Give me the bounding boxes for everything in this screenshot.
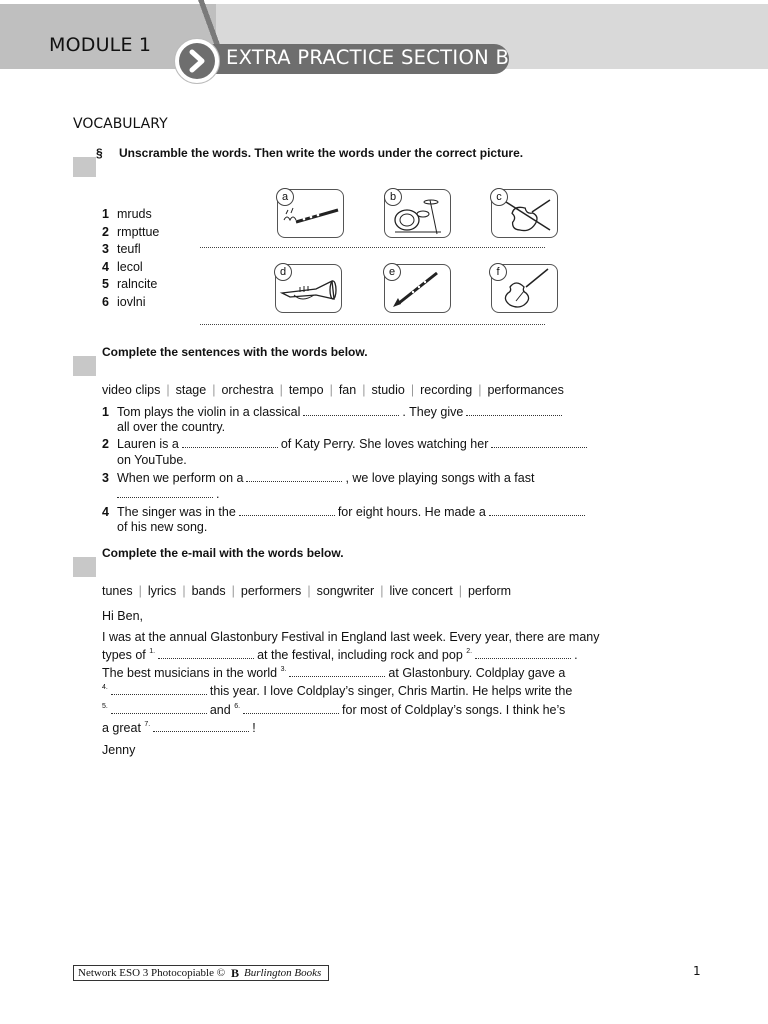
word-bank-item: video clips bbox=[102, 383, 161, 397]
exercise-1-bullet: § bbox=[96, 146, 103, 160]
email-line-3: The best musicians in the world $^{3.}$ at Glastonbury. Coldplay gave a bbox=[102, 666, 566, 680]
page-number: 1 bbox=[693, 964, 701, 978]
word-bank-item: performances bbox=[487, 383, 564, 397]
email-line-4: $^{4.}$ this year. I love Coldplay’s singer, Chris Martin. He helps write the bbox=[102, 684, 573, 698]
word-bank-item: bands bbox=[191, 584, 226, 598]
blank-input[interactable] bbox=[466, 406, 562, 416]
module-title: MODULE 1 bbox=[49, 34, 152, 56]
sentence-1: 1 Tom plays the violin in a classical . They give bbox=[102, 405, 565, 419]
email-line-2: types of $^{1.}$ at the festival, including rock and pop $^{2.}$ . bbox=[102, 648, 578, 662]
list-item: 4 lecol bbox=[102, 259, 143, 274]
footer-credit bbox=[73, 965, 329, 981]
sentence-2: 2 Lauren is a of Katy Perry. She loves watching her bbox=[102, 437, 590, 451]
scrambled-word-list bbox=[102, 206, 159, 311]
blank-input[interactable] bbox=[475, 649, 571, 659]
blank-input[interactable] bbox=[489, 506, 585, 516]
blank-input[interactable] bbox=[111, 685, 207, 695]
blank-input[interactable] bbox=[158, 649, 254, 659]
blank-input[interactable] bbox=[111, 704, 207, 714]
picture-label-e: e bbox=[383, 263, 401, 281]
picture-label-a: a bbox=[276, 188, 294, 206]
burlington-logo-icon: B bbox=[231, 966, 240, 980]
word-bank-item: live concert bbox=[389, 584, 453, 598]
picture-label-d: d bbox=[274, 263, 292, 281]
sentence-4: 4 The singer was in the for eight hours. He made a bbox=[102, 505, 588, 519]
vocabulary-heading: VOCABULARY bbox=[73, 116, 168, 132]
exercise-1-marker bbox=[73, 157, 96, 177]
word-bank-item: tunes bbox=[102, 584, 133, 598]
answer-line-1[interactable] bbox=[200, 247, 545, 248]
sentence-1-cont: all over the country. bbox=[117, 420, 226, 434]
word-bank-item: orchestra bbox=[221, 383, 274, 397]
exercise-2-word-bank: video clips | stage | orchestra | tempo | fan | studio | recording | performances bbox=[102, 383, 564, 397]
word-bank-item: stage bbox=[175, 383, 207, 397]
footer-publisher: Burlington Books bbox=[244, 967, 322, 979]
list-item: 3 teufl bbox=[102, 242, 141, 256]
picture-label-f: f bbox=[489, 263, 507, 281]
blank-input[interactable] bbox=[243, 704, 339, 714]
section-title: EXTRA PRACTICE SECTION B bbox=[226, 46, 510, 69]
list-item: 5 ralncite bbox=[102, 277, 158, 291]
exercise-3-instruction: Complete the e-mail with the words below. bbox=[102, 546, 344, 560]
exercise-1-instruction: Unscramble the words. Then write the words under the correct picture. bbox=[119, 146, 524, 160]
email-signoff: Jenny bbox=[102, 743, 136, 757]
email-line-5: $^{5.}$ and $^{6.}$ for most of Coldplay’s songs. I think he’s bbox=[102, 703, 566, 717]
list-item: 2 rmpttue bbox=[102, 224, 160, 239]
answer-line-2[interactable] bbox=[200, 324, 545, 325]
sentence-4-cont: of his new song. bbox=[117, 520, 208, 534]
word-bank-item: fan bbox=[338, 383, 357, 397]
picture-label-c: c bbox=[490, 188, 508, 206]
chevron-right-icon bbox=[179, 43, 215, 79]
picture-label-b: b bbox=[384, 188, 402, 206]
word-bank-item: songwriter bbox=[316, 584, 375, 598]
sentence-2-cont: on YouTube. bbox=[117, 453, 187, 467]
blank-input[interactable] bbox=[491, 438, 587, 448]
exercise-2-marker bbox=[73, 356, 96, 376]
word-bank-item: tempo bbox=[288, 383, 324, 397]
blank-input[interactable] bbox=[182, 438, 278, 448]
email-line-6: a great $^{7.}$ ! bbox=[102, 721, 256, 735]
blank-input[interactable] bbox=[153, 722, 249, 732]
list-item: 6 iovlni bbox=[102, 294, 146, 309]
footer-left-text: Network ESO 3 Photocopiable © bbox=[78, 967, 226, 979]
list-item: 1 mruds bbox=[102, 207, 152, 221]
sentence-3-cont: . bbox=[117, 487, 219, 501]
blank-input[interactable] bbox=[289, 667, 385, 677]
word-bank-item: recording bbox=[420, 383, 473, 397]
exercise-3-word-bank: tunes | lyrics | bands | performers | songwriter | live concert | perform bbox=[102, 584, 512, 598]
blank-input[interactable] bbox=[303, 406, 399, 416]
blank-input[interactable] bbox=[117, 488, 213, 498]
exercise-2-instruction: Complete the sentences with the words below. bbox=[102, 345, 368, 359]
blank-input[interactable] bbox=[239, 506, 335, 516]
exercise-3-marker bbox=[73, 557, 96, 577]
word-bank-item: perform bbox=[467, 584, 512, 598]
sentence-3: 3 When we perform on a , we love playing songs with a fast bbox=[102, 471, 535, 485]
word-bank-item: lyrics bbox=[147, 584, 177, 598]
blank-input[interactable] bbox=[246, 472, 342, 482]
word-bank-item: studio bbox=[371, 383, 405, 397]
email-line-1: I was at the annual Glastonbury Festival in England last week. Every year, there are many bbox=[102, 630, 600, 644]
email-greeting: Hi Ben, bbox=[102, 609, 143, 623]
word-bank-item: performers bbox=[240, 584, 302, 598]
